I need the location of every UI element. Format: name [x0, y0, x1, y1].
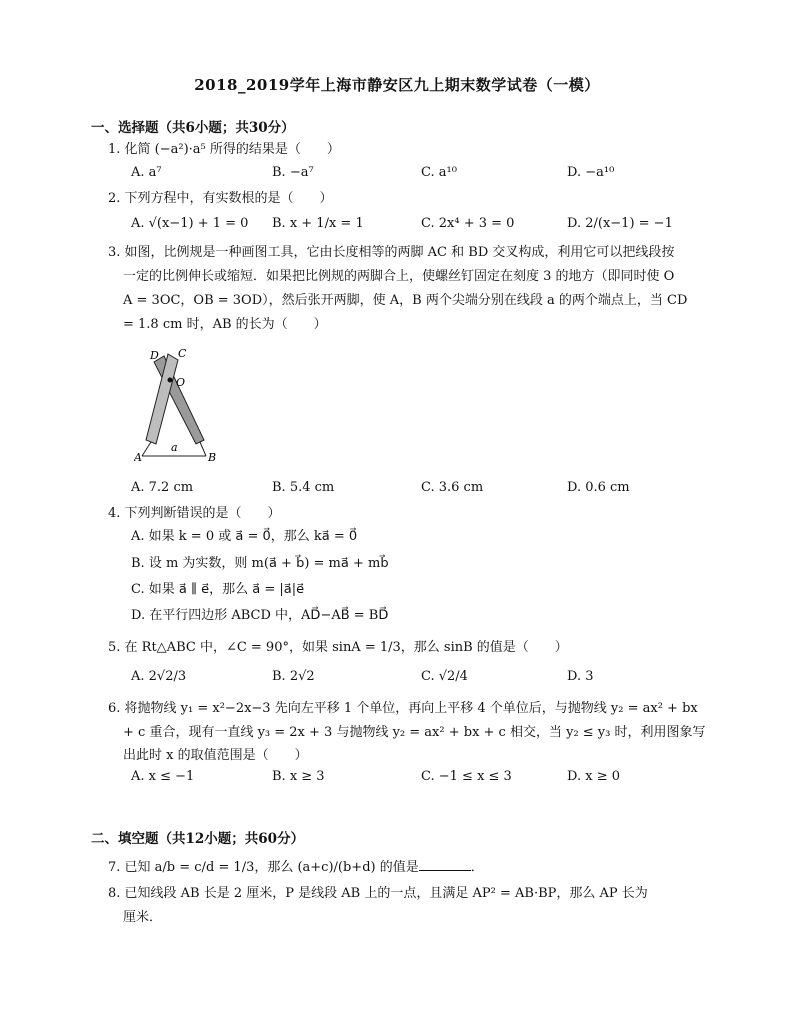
question-6-line-1: 6. 将抛物线 y₁ = x²−2x−3 先向左平移 1 个单位，再向上平移 4 个单位后，与抛物线 y₂ = ax² + bx	[108, 701, 698, 716]
question-7-end: ．	[470, 860, 484, 875]
question-6-option-d: D. x ≥ 0	[567, 769, 620, 784]
question-1-option-c: C. a¹⁰	[421, 165, 457, 180]
question-2-option-c: C. 2x⁴ + 3 = 0	[421, 216, 515, 231]
tip-a	[142, 442, 151, 456]
question-3-option-d: D. 0.6 cm	[567, 480, 630, 495]
question-5-stem: 5. 在 Rt△ABC 中，∠C = 90°，如果 sinA = 1/3，那么 sinB 的值是（ ）	[108, 640, 568, 655]
question-3-option-c: C. 3.6 cm	[421, 480, 484, 495]
question-6-option-a: A. x ≤ −1	[131, 769, 195, 784]
question-4-option-a: A. 如果 k = 0 或 a⃗ = 0⃗，那么 ka⃗ = 0⃗	[131, 529, 358, 544]
question-5-option-c: C. √2/4	[421, 669, 468, 684]
question-2-stem: 2. 下列方程中，有实数根的是（ ）	[108, 191, 333, 206]
question-8-line-2: 厘米．	[123, 910, 163, 925]
question-2-option-b: B. x + 1/x = 1	[272, 216, 364, 231]
question-4-option-d: D. 在平行四边形 ABCD 中，AD⃗−AB⃗ = BD⃗	[131, 608, 389, 623]
question-5-option-b: B. 2√2	[272, 669, 315, 684]
tip-b	[200, 442, 206, 456]
question-8-line-1: 8. 已知线段 AB 长是 2 厘米，P 是线段 AB 上的一点，且满足 AP² = AB·BP，那么 AP 长为	[108, 886, 648, 901]
question-1-option-d: D. −a¹⁰	[567, 165, 615, 180]
label-o: O	[176, 376, 186, 389]
question-7-text: 7. 已知 a/b = c/d = 1/3，那么 (a+c)/(b+d) 的值是	[108, 860, 419, 875]
pivot-o	[168, 378, 173, 383]
question-3-line-4: = 1.8 cm 时，AB 的长为（ ）	[123, 317, 327, 332]
page-title: 2018_2019学年上海市静安区九上期末数学试卷（一模）	[194, 76, 600, 94]
question-6-line-2: + c 重合，现有一直线 y₃ = 2x + 3 与抛物线 y₂ = ax² + bx + c 相交，当 y₂ ≤ y₃ 时，利用图象写	[123, 725, 706, 740]
question-6-option-c: C. −1 ≤ x ≤ 3	[421, 769, 512, 784]
proportional-dividers-figure	[134, 340, 224, 462]
question-3-line-1: 3. 如图，比例规是一种画图工具，它由长度相等的两脚 AC 和 BD 交叉构成，利用它可以把线段按	[108, 245, 675, 260]
question-4-stem: 4. 下列判断错误的是（ ）	[108, 506, 281, 521]
label-a-point: A	[134, 451, 142, 462]
question-5-option-d: D. 3	[567, 669, 594, 684]
question-4-option-c: C. 如果 a⃗ ∥ e⃗，那么 a⃗ = |a⃗|e⃗	[131, 582, 305, 597]
question-1-option-b: B. −a⁷	[272, 165, 314, 180]
question-6-line-3: 出此时 x 的取值范围是（ ）	[123, 748, 308, 763]
dividers-svg	[134, 340, 224, 462]
question-3-option-a: A. 7.2 cm	[131, 480, 194, 495]
label-a-segment: a	[171, 441, 178, 454]
answer-blank-7[interactable]	[419, 858, 471, 871]
section-heading-choice: 一、选择题（共6小题；共30分）	[91, 120, 295, 136]
question-2-option-a: A. √(x−1) + 1 = 0	[131, 216, 249, 231]
question-1-option-a: A. a⁷	[131, 165, 162, 180]
question-3-option-b: B. 5.4 cm	[272, 480, 335, 495]
label-c: C	[178, 347, 187, 360]
question-3-line-3: A = 3OC，OB = 3OD），然后张开两脚，使 A，B 两个尖端分别在线段 a 的两个端点上，当 CD	[123, 293, 688, 308]
question-5-option-a: A. 2√2/3	[131, 669, 187, 684]
question-7-stem	[108, 858, 484, 877]
question-3-line-2: 一定的比例伸长或缩短．如果把比例规的两脚合上，使螺丝钉固定在刻度 3 的地方（即同时使 O	[123, 269, 675, 284]
label-b-point: B	[208, 451, 217, 462]
section-heading-fill-in: 二、填空题（共12小题；共60分）	[91, 831, 305, 847]
label-d: D	[150, 349, 159, 362]
question-6-option-b: B. x ≥ 3	[272, 769, 325, 784]
question-4-option-b: B. 设 m 为实数，则 m(a⃗ + b⃗) = ma⃗ + mb⃗	[131, 556, 389, 571]
question-1-stem: 1. 化简 (−a²)·a⁵ 所得的结果是（ ）	[108, 142, 340, 157]
question-2-option-d: D. 2/(x−1) = −1	[567, 216, 673, 231]
